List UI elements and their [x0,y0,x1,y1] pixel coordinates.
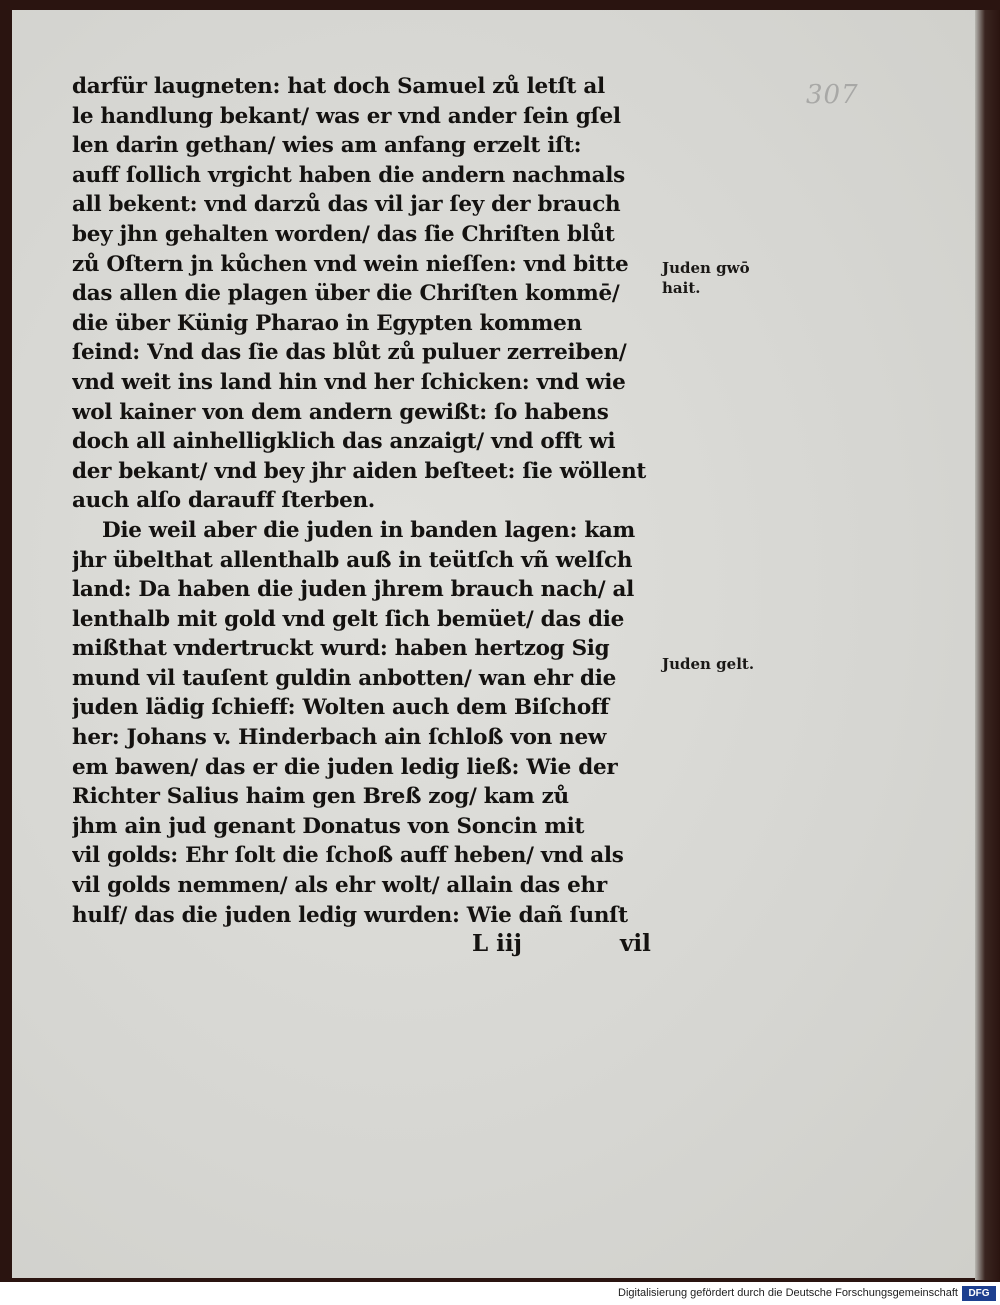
text-line: juden lädig ſchieff: Wolten auch dem Biſchoff [72,695,609,721]
text-line: Richter Salius haim gen Breß zog/ kam zů [72,784,569,810]
text-line: em bawen/ das er die juden ledig ließ: Wie der [72,754,618,780]
text-line: zů Oſtern jn kůchen vnd wein nieſſen: vnd bitte [72,251,629,277]
dfg-logo: DFG [962,1286,996,1301]
text-line: her: Johans v. Hinderbach ain ſchloß von new [72,725,607,751]
text-line: auch alſo darauff ſterben. [72,488,375,514]
margin-note-line: hait. [662,279,701,297]
text-line: le handlung bekant/ was er vnd ander ſein gſel [72,103,621,129]
funding-notice: Digitalisierung gefördert durch die Deutsche Forschungsgemeinschaft [618,1287,958,1299]
margin-note-line: Juden gwō [662,259,750,277]
body-text [72,72,657,962]
text-line: jhm ain jud genant Donatus von Soncin mit [72,813,585,839]
text-line: land: Da haben die juden jhrem brauch nach/ al [72,577,634,603]
text-line: darfür laugneten: hat doch Samuel zů letſt al [72,74,605,99]
text-line: vil golds nemmen/ als ehr wolt/ allain das ehr [72,873,607,899]
text-line: der bekant/ vnd bey jhr aiden beſteet: ſie wöllent [72,458,647,484]
paragraph-start-line: Die weil aber die juden in banden lagen: kam [102,517,635,543]
catchword: vil [620,930,651,958]
text-line: mund vil tauſent guldin anbotten/ wan ehr die [72,665,616,691]
margin-note-line: Juden gelt. [662,655,755,673]
text-line: all bekent: vnd darzů das vil jar ſey der brauch [72,192,621,218]
text-line: ſeind: Vnd das ſie das blůt zů puluer zerreiben/ [72,340,627,366]
margin-note [662,258,750,298]
text-line: die über Künig Pharao in Egypten kommen [72,310,582,336]
text-line: hulf/ das die juden ledig wurden: Wie dañ ſunſt [72,902,628,928]
book-edge [975,10,1000,1280]
folio-number: 307 [806,80,859,110]
text-line: lenthalb mit gold vnd gelt ſich bemüet/ das die [72,606,624,632]
text-line: doch all ainhelligklich das anzaigt/ vnd offt wi [72,429,616,455]
signature-mark: L iij [472,930,522,958]
text-line: vnd weit ins land hin vnd her ſchicken: vnd wie [72,369,626,395]
text-line: vil golds: Ehr ſolt die ſchoß auff heben/ vnd als [72,843,624,869]
text-line: mißthat vndertruckt wurd: haben hertzog Sig [72,636,610,662]
text-line: len darin gethan/ wies am anfang erzelt iſt: [72,133,582,159]
text-line: wol kainer von dem andern gewißt: ſo habens [72,399,609,425]
text-line: jhr übelthat allenthalb auß in teütſch vñ welſch [72,547,633,573]
text-line: das allen die plagen über die Chriſten kommē/ [72,281,620,307]
text-line: auff ſollich vrgicht haben die andern nachmals [72,162,625,188]
margin-note [662,654,754,674]
catchline [72,930,657,962]
footer-bar [0,1284,1000,1305]
text-line: bey jhn gehalten worden/ das ſie Chriſten blůt [72,221,615,247]
